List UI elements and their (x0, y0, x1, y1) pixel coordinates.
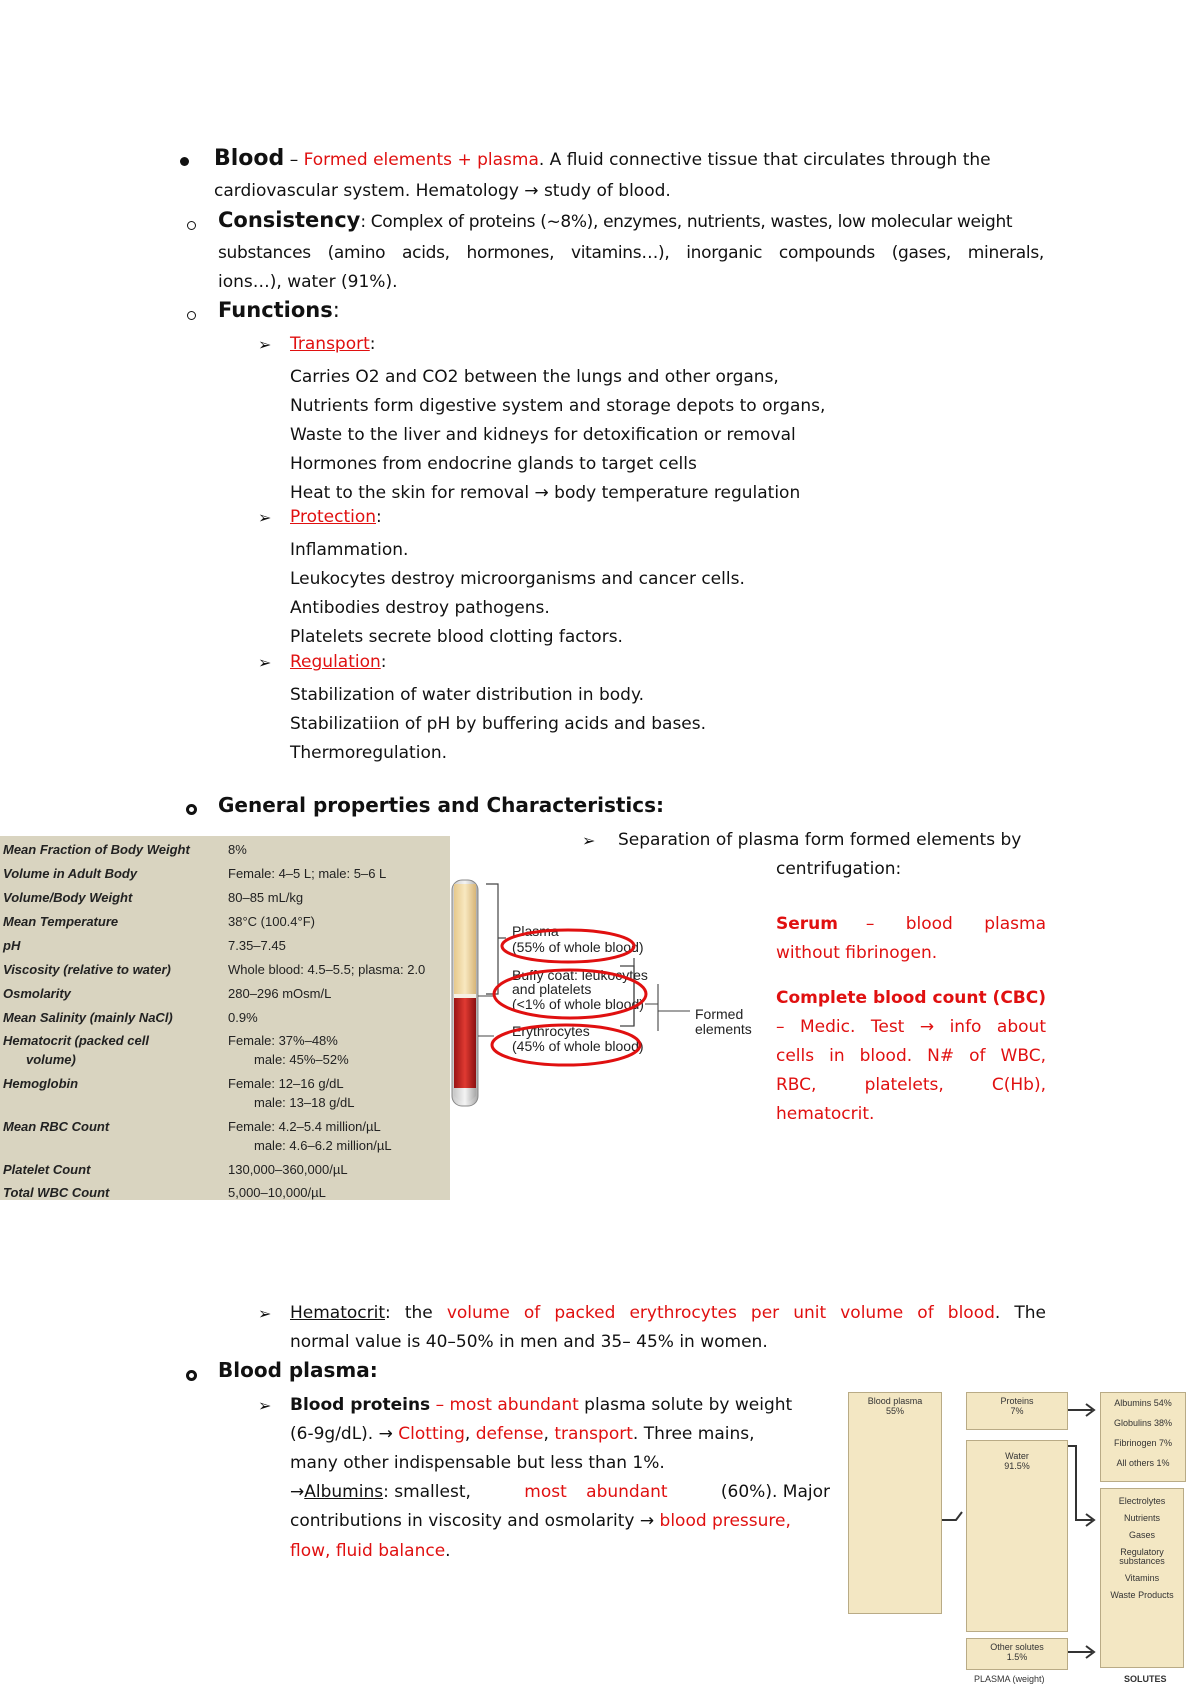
erythrocytes-label: Erythrocytes (512, 1023, 590, 1039)
buffy-label-2: and platelets (512, 981, 592, 997)
table-value: male: 4.6–6.2 million/µL (254, 1138, 392, 1153)
solutes-detail-box: Electrolytes Nutrients Gases Regulatory substances Vitamins Waste Products (1100, 1488, 1184, 1668)
hematocrit-line-2: normal value is 40–50% in men and 35– 45% in women. (290, 1332, 768, 1352)
plasma-label: Plasma (512, 923, 559, 939)
table-label: Mean Fraction of Body Weight (3, 842, 190, 857)
cbc-line-1: – Medic. Test → info about (776, 1017, 1046, 1037)
buffy-label: Buffy coat: leukocytes (512, 967, 648, 983)
arrow-bullet-icon: ➢ (258, 335, 272, 354)
cbc-term: Complete blood count (CBC) (776, 988, 1046, 1008)
other-solutes-box: Other solutes 1.5% (966, 1638, 1068, 1670)
albumins-line-2: contributions in viscosity and osmolarity → blood pressure, (290, 1511, 791, 1531)
list-item: Waste to the liver and kidneys for detoxification or removal (290, 425, 796, 445)
table-value: 8% (228, 842, 247, 857)
table-value: 130,000–360,000/µL (228, 1162, 348, 1177)
list-item: Thermoregulation. (290, 743, 448, 763)
plasma-figure-arrows (846, 1390, 1186, 1696)
table-label: Mean RBC Count (3, 1119, 110, 1134)
consistency-line-1: Consistency: Complex of proteins (~8%), enzymes, nutrients, wastes, low molecular weight (218, 208, 1013, 232)
arrow-bullet-icon: ➢ (258, 508, 272, 527)
blood-line-1: Blood – Formed elements + plasma. A fluid connective tissue that circulates through the (214, 146, 991, 171)
tube-erythrocytes (454, 998, 476, 1088)
transport-list (290, 363, 825, 508)
arrow-bullet-icon: ➢ (258, 1304, 272, 1323)
list-item: Stabilization of water distribution in body. (290, 685, 644, 705)
buffy-percent: (<1% of whole blood) (512, 996, 644, 1012)
arrow-bullet-icon: ➢ (258, 1396, 272, 1415)
plasma-proteins-line-2: (6-9g/dL). → Clotting, defense, transport. Three mains, (290, 1424, 755, 1444)
table-label: Hematocrit (packed cell (3, 1033, 149, 1048)
table-value: Female: 4–5 L; male: 5–6 L (228, 866, 387, 881)
sub-bullet-ring (186, 1370, 197, 1381)
blood-plasma-box: Blood plasma 55% (848, 1392, 942, 1614)
blood-definition: Formed elements + plasma (303, 150, 539, 170)
transport-label: Transport (290, 334, 370, 354)
proteins-term: Blood proteins (290, 1395, 431, 1415)
solutes-footer: SOLUTES (1124, 1674, 1167, 1684)
arrow-bullet-icon: ➢ (258, 653, 272, 672)
erythrocytes-percent: (45% of whole blood) (512, 1038, 644, 1054)
functions-heading: Functions: (218, 298, 340, 322)
list-item: Nutrients form digestive system and storage depots to organs, (290, 396, 826, 416)
list-item: Platelets secrete blood clotting factors. (290, 627, 623, 647)
separation-line-1: Separation of plasma form formed elements by (618, 830, 1022, 850)
blood-properties-table (0, 836, 450, 1200)
list-item: Carries O2 and CO2 between the lungs and other organs, (290, 367, 779, 387)
table-value: Female: 4.2–5.4 million/µL (228, 1119, 381, 1134)
list-item: Stabilizatiion of pH by buffering acids and bases. (290, 714, 707, 734)
table-value: 38°C (100.4°F) (228, 914, 315, 929)
table-label: pH (3, 938, 21, 953)
plasma-bracket (486, 884, 498, 994)
cbc-line-2: cells in blood. N# of WBC, (776, 1046, 1046, 1066)
table-label: Total WBC Count (3, 1185, 110, 1200)
hematocrit-term: Hematocrit (290, 1303, 386, 1323)
protection-list (290, 536, 745, 652)
cbc-line-4: hematocrit. (776, 1104, 875, 1124)
table-value: male: 45%–52% (254, 1052, 349, 1067)
protection-label: Protection (290, 507, 377, 527)
separation-line-2: centrifugation: (776, 859, 902, 879)
table-label: Volume/Body Weight (3, 890, 133, 905)
protection-label-line: Protection: (290, 507, 382, 527)
serum-line-2: without fibrinogen. (776, 943, 938, 963)
albumins-line: →Albumins: smallest, most abundant (60%). Major (290, 1482, 830, 1502)
plasma-heading: Blood plasma: (218, 1358, 378, 1382)
list-item: Antibodies destroy pathogens. (290, 598, 550, 618)
transport-label-line: Transport: (290, 334, 376, 354)
table-value: Female: 37%–48% (228, 1033, 338, 1048)
albumins-term: Albumins (304, 1482, 384, 1502)
proteins-box: Proteins 7% (966, 1392, 1068, 1430)
table-value: 280–296 mOsm/L (228, 986, 332, 1001)
formed-label-2: elements (695, 1021, 752, 1037)
table-value: 5,000–10,000/µL (228, 1185, 326, 1200)
centrifuge-tube-figure (450, 876, 770, 1116)
tube-buffy-coat (454, 994, 476, 998)
table-value: 0.9% (228, 1010, 258, 1025)
general-heading: General properties and Characteristics: (218, 793, 665, 817)
table-label: Platelet Count (3, 1162, 91, 1177)
plasma-percent: (55% of whole blood) (512, 939, 644, 955)
list-item: Inflammation. (290, 540, 409, 560)
bullet-dot (180, 157, 189, 166)
table-value: Whole blood: 4.5–5.5; plasma: 2.0 (228, 962, 426, 977)
plasma-composition-figure (846, 1390, 1186, 1696)
table-label: Volume in Adult Body (3, 866, 138, 881)
plasma-proteins-line-3: many other indispensable but less than 1%. (290, 1453, 665, 1473)
consistency-term: Consistency (218, 208, 361, 232)
table-value: Female: 12–16 g/dL (228, 1076, 344, 1091)
table-label: Viscosity (relative to water) (3, 962, 171, 977)
water-box: Water 91.5% (966, 1440, 1068, 1632)
serum-line-1: Serum – blood plasma (776, 914, 1046, 934)
regulation-label: Regulation (290, 652, 381, 672)
regulation-label-line: Regulation: (290, 652, 387, 672)
cbc-line-3: RBC, platelets, C(Hb), (776, 1075, 1046, 1095)
table-value: 80–85 mL/kg (228, 890, 304, 905)
table-label: Mean Temperature (3, 914, 119, 929)
list-item: Leukocytes destroy microorganisms and cancer cells. (290, 569, 745, 589)
sub-bullet-ring (187, 311, 196, 320)
table-label: Hemoglobin (3, 1076, 79, 1091)
plasma-footer: PLASMA (weight) (974, 1674, 1045, 1684)
plasma-proteins-line-1: Blood proteins – most abundant plasma solute by weight (290, 1395, 793, 1415)
hematocrit-line-1: Hematocrit: the volume of packed erythrocytes per unit volume of blood. The (290, 1303, 1046, 1323)
blood-line-2: cardiovascular system. Hematology → study of blood. (214, 181, 671, 201)
list-item: Heat to the skin for removal → body temperature regulation (290, 483, 801, 503)
formed-label: Formed (695, 1006, 744, 1022)
table-label: Mean Salinity (mainly NaCl) (3, 1010, 173, 1025)
regulation-list (290, 681, 706, 768)
consistency-line-2: substances (amino acids, hormones, vitamins…), inorganic compounds (gases, minerals, (218, 243, 1044, 263)
blood-term: Blood (214, 146, 285, 171)
proteins-detail-box: Albumins 54% Globulins 38% Fibrinogen 7% All others 1% (1100, 1392, 1186, 1482)
serum-term: Serum (776, 914, 838, 934)
table-label: volume) (26, 1052, 76, 1067)
consistency-line-3: ions…), water (91%). (218, 272, 398, 292)
table-value: male: 13–18 g/dL (254, 1095, 355, 1110)
albumins-line-3: flow, fluid balance. (290, 1541, 451, 1561)
arrow-bullet-icon: ➢ (582, 831, 596, 850)
table-label: Osmolarity (3, 986, 71, 1001)
sub-bullet-ring (187, 221, 196, 230)
tube-plasma (454, 884, 476, 994)
table-value: 7.35–7.45 (228, 938, 286, 953)
list-item: Hormones from endocrine glands to target cells (290, 454, 697, 474)
sub-bullet-ring (186, 804, 197, 815)
